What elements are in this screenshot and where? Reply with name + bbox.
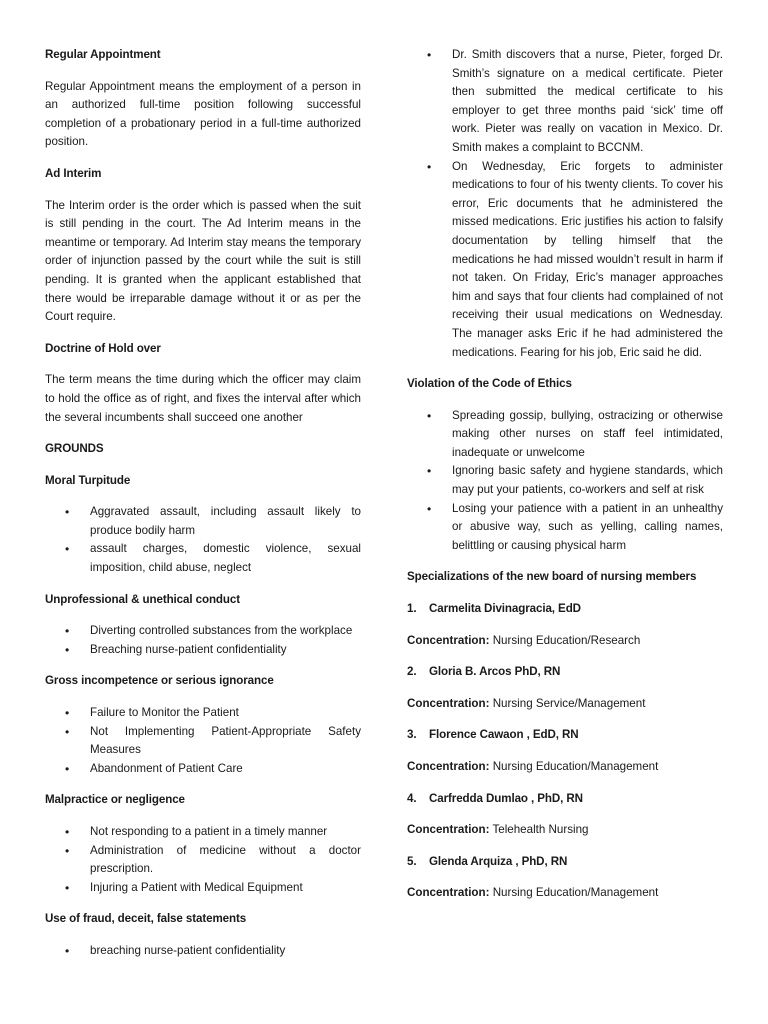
gross-incompetence-heading: Gross incompetence or serious ignorance [45,674,274,688]
list-item: • Not responding to a patient in a timely manner [45,823,361,842]
member-name: 1. Carmelita Divinagracia, EdD [407,602,581,616]
list-item: • breaching nurse-patient confidentiality [45,942,361,961]
hold-over-text: The term means the time during which the officer may claim to hold the office as of right, and fixes the interval after which the several incumbents shall succeed one another [45,373,361,424]
regular-appointment-heading: Regular Appointment [45,48,161,61]
malpractice-heading: Malpractice or negligence [45,793,185,807]
board-member-4 [407,790,723,840]
member-concentration: Concentration: Nursing Education/Management [407,760,659,773]
list-item: • Aggravated assault, including assault likely to produce bodily harm [45,503,361,540]
member-concentration: Concentration: Nursing Service/Management [407,696,646,710]
gross-incompetence-list [45,704,361,778]
board-heading: Specializations of the new board of nursing members [407,570,697,584]
member-name: 4. Carfredda Dumlao , PhD, RN [407,791,583,805]
moral-turpitude-list [45,503,361,577]
fraud-heading: Use of fraud, deceit, false statements [45,912,247,926]
hold-over-heading: Doctrine of Hold over [45,341,161,355]
unprofessional-list [45,622,361,659]
list-item: • Ignoring basic safety and hygiene standards, which may put your patients, co-workers and self at risk [407,462,723,499]
member-concentration: Concentration: Nursing Education/Research [407,633,641,647]
member-name: 3. Florence Cawaon , EdD, RN [407,728,579,742]
board-member-1 [407,600,723,650]
list-item: • Losing your patience with a patient in an unhealthy or abusive way, such as yelling, calling names, belittling or causing physical harm [407,500,723,556]
member-name: 5. Glenda Arquiza , PhD, RN [407,854,568,868]
board-member-2 [407,663,723,713]
ad-interim-text: The Interim order is the order which is passed when the suit is still pending in the court. The Ad Interim means in the meantime or temporary. Ad Interim stay means the temporary order of injunction passed by the court while the suit is still pending. It is granted when the applicant established that there would be irreparable damage without it or as per the Court require. [45,198,361,324]
fraud-list [45,942,361,961]
list-item: • Diverting controlled substances from the workplace [45,622,361,641]
violation-heading: Violation of the Code of Ethics [407,377,572,391]
grounds-heading: GROUNDS [45,442,104,456]
list-item: • Spreading gossip, bullying, ostracizing or otherwise making other nurses on staff feel intimidated, inadequate or unwelcome [407,407,723,463]
left-column [45,0,361,961]
malpractice-list [45,823,361,897]
moral-turpitude-heading: Moral Turpitude [45,473,131,487]
right-column [407,0,723,903]
board-member-5 [407,853,723,903]
list-item: • Not Implementing Patient-Appropriate Safety Measures [45,723,361,760]
violation-list [407,407,723,556]
list-item: • On Wednesday, Eric forgets to administer medications to four of his twenty clients. To cover his error, Eric documents that he administered the missed medications. Eric justifies his action to falsify documentation by telling himself that the medications he had missed wouldn’t result in harm if not taken. On Friday, Eric’s manager approaches him and says that four clients had complained of not receiving their usual medications on Wednesday. The manager asks Eric if he had administered the medications. Fearing for his job, Eric said he did. [407,158,723,363]
regular-appointment-text: Regular Appointment means the employment of a person in an authorized full-time position following successful completion of a probationary period in a full-time authorized position. [45,79,361,149]
member-concentration: Concentration: Telehealth Nursing [407,823,589,837]
unprofessional-heading: Unprofessional & unethical conduct [45,592,241,606]
member-name: 2. Gloria B. Arcos PhD, RN [407,665,561,679]
examples-list [407,46,723,362]
list-item: • Injuring a Patient with Medical Equipment [45,879,361,898]
list-item: • Failure to Monitor the Patient [45,704,361,723]
list-item: • Abandonment of Patient Care [45,760,361,779]
list-item: • assault charges, domestic violence, sexual imposition, child abuse, neglect [45,540,361,577]
list-item: • Breaching nurse-patient confidentiality [45,641,361,660]
list-item: • Administration of medicine without a doctor prescription. [45,842,361,879]
ad-interim-heading: Ad Interim [45,166,102,180]
board-member-3 [407,726,723,776]
member-concentration: Concentration: Nursing Education/Management [407,886,659,900]
list-item: • Dr. Smith discovers that a nurse, Pieter, forged Dr. Smith’s signature on a medical certificate. Pieter then submitted the medical certificate to his employer to get three months paid ‘sick’ time off work. Pieter was really on vacation in Mexico. Dr. Smith makes a complaint to BCCNM. [407,46,723,158]
